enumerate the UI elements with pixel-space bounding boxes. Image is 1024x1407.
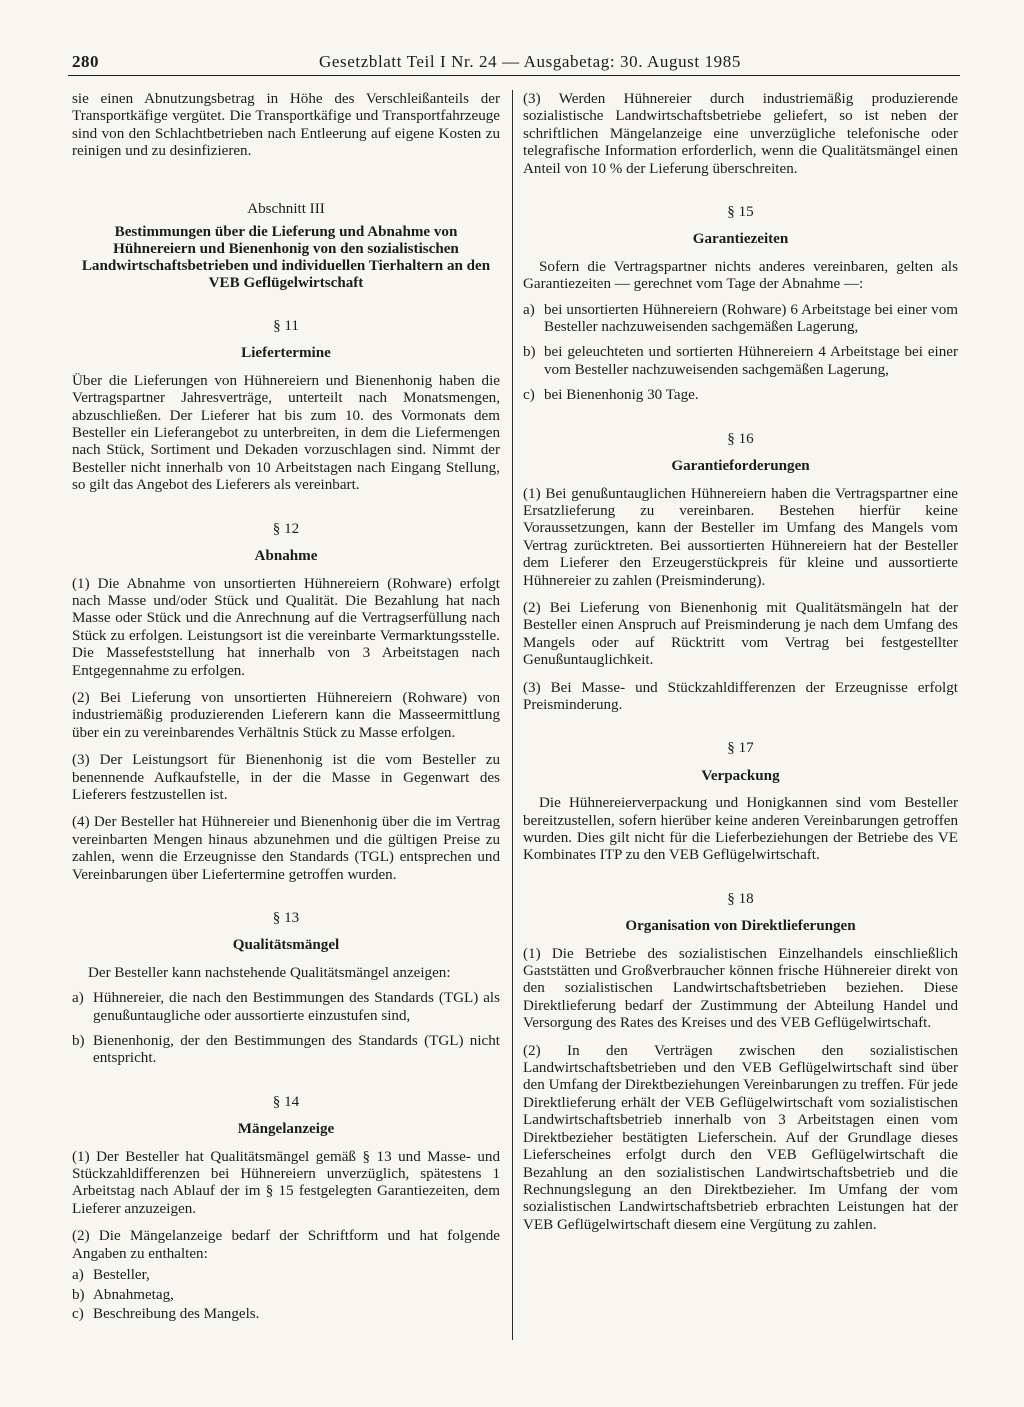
paragraph-13-intro: Der Besteller kann nachstehende Qualitätsmängel anzeigen: — [88, 964, 451, 981]
paragraph-11-text: Über die Lieferungen von Hühnereiern und Bienenhonig haben die Vertragspartner Jahresverträge, unterteilt nach Monatsmengen, abzuschließen. Der Lieferer hat bis zum 10. des Vormonats dem Besteller ein Lieferangebot zu unterbreiten, in dem die Liefermengen nach Stück, Sortiment und Dekaden vorzuschlagen sind. Nimmt der Besteller nicht innerhalb von 10 Arbeitstagen nach Eingang Stellung, so gilt das Angebot des Lieferers als vereinbart. — [72, 372, 500, 494]
list-marker: c) — [72, 1305, 84, 1322]
paragraph-17-text: Die Hühnereierverpackung und Honigkannen sind vom Besteller bereitzustellen, sofern hierüber keine anderen Vereinbarungen getroffen wurden. Dies gilt nicht für die Lieferbeziehungen der Betriebe des VE Kombinates ITP zu den VEB Geflügelwirtschaft. — [523, 795, 958, 864]
paragraph-sign-18: § 18 — [727, 890, 754, 907]
right-column — [523, 91, 958, 1234]
list-text: Beschreibung des Mangels. — [93, 1305, 260, 1322]
paragraph-18-sub-1: (1) Die Betriebe des sozialistischen Einzelhandels einschließlich Gaststätten und Großverbraucher können frische Hühnereier direkt von den sozialistischen Landwirtschaftsbetrieben beziehen. Diese Direktlieferung bedarf der Zustimmung der Abteilung Handel und Versorgung des Rates des Kreises und des VEB Geflügelwirtschaft. — [523, 945, 958, 1032]
paragraph-sign-11: § 11 — [273, 318, 299, 335]
paragraph-16-sub-2: (2) Bei Lieferung von Bienenhonig mit Qualitätsmängeln hat der Besteller einen Anspruch auf Preisminderung je nach dem Umfang des Mangels oder auf Rücktritt vom Vertrag bei festgestellter Genußuntauglichkeit. — [523, 599, 958, 669]
paragraph-sign-17: § 17 — [727, 740, 754, 757]
list-text: Besteller, — [93, 1267, 150, 1284]
list-marker: a) — [523, 301, 535, 318]
list-text: bei unsortierten Hühnereiern (Rohware) 6 Arbeitstage bei einer vom Besteller nachzuweisenden sachgemäßen Lagerung, — [544, 301, 958, 336]
list-marker: b) — [523, 344, 536, 361]
paragraph-sign-15: § 15 — [727, 204, 754, 221]
list-item — [523, 387, 958, 404]
paragraph-sign-12: § 12 — [272, 520, 300, 537]
list-item — [523, 302, 958, 337]
list-text: bei geleuchteten und sortierten Hühnereiern 4 Arbeitstage bei einer vom Besteller nachzuweisenden sachgemäßen Lagerung, — [544, 344, 958, 378]
paragraph-title-14: Mängelanzeige — [237, 1121, 335, 1138]
header-rule — [68, 75, 960, 76]
paragraph-sign-14: § 14 — [272, 1093, 300, 1110]
paragraph-sign-13: § 13 — [272, 910, 300, 926]
paragraph-12-sub-2: (2) Bei Lieferung von unsortierten Hühnereiern (Rohware) von industriemäßig produzierenden Lieferern kann die Masseermittlung über ein zu vereinbarendes Verhältnis Stück zu Masse erfolgen. — [72, 689, 500, 741]
list-text: bei Bienenhonig 30 Tage. — [544, 387, 699, 404]
section-label: Abschnitt III — [247, 200, 325, 217]
list-item — [72, 1287, 500, 1304]
paragraph-14-sub-3: (3) Werden Hühnereier durch industriemäßig produzierende sozialistische Landwirtschaftsbetriebe geliefert, so ist neben der schriftlichen Mängelanzeige eine unverzügliche telefonische oder telegrafische Information erforderlich, wenn die Qualitätsmängel einen Anteil von 10 % der Lieferung überschreiten. — [523, 91, 958, 177]
section-title: Bestimmungen über die Lieferung und Abnahme von Hühnereiern und Bienenhonig von den sozialistischen Landwirtschaftsbetrieben und individuellen Tierhaltern an den VEB Geflügelwirtschaft — [81, 224, 491, 292]
paragraph-title-13: Qualitätsmängel — [232, 937, 340, 954]
list-item — [72, 1267, 500, 1284]
paragraph-title-12: Abnahme — [254, 548, 318, 565]
paragraph-14-sub-2: (2) Die Mängelanzeige bedarf der Schriftform und hat folgende Angaben zu enthalten: — [72, 1228, 500, 1262]
paragraph-title-11: Liefertermine — [241, 345, 331, 362]
list-text: Abnahmetag, — [93, 1286, 174, 1303]
running-head: Gesetzblatt Teil I Nr. 24 — Ausgabetag: 30. August 1985 — [319, 52, 741, 71]
paragraph-title-18: Organisation von Direktlieferungen — [625, 918, 856, 935]
paragraph-sign-16: § 16 — [727, 430, 754, 447]
paragraph-16-sub-3: (3) Bei Masse- und Stückzahldifferenzen der Erzeugnisse erfolgt Preisminderung. — [523, 679, 958, 713]
list-marker: b) — [72, 1033, 85, 1050]
paragraph-12-sub-3: (3) Der Leistungsort für Bienenhonig ist die vom Besteller zu benennende Aufkaufstelle, in der die Masse in Gegenwart des Lieferers festzustellen ist. — [72, 752, 500, 803]
paragraph-12-sub-1: (1) Die Abnahme von unsortierten Hühnereiern (Rohware) erfolgt nach Masse und/oder Stück und Qualität. Die Bezahlung hat nach Masse oder Stück und die Anrechnung auf die Vertragserfüllung nach Stück zu erfolgen. Leistungsort ist die vereinbarte Vermarktungsstelle. Die Massefeststellung hat innerhalb von 3 Arbeitstagen nach Entgegennahme zu erfolgen. — [72, 575, 500, 679]
list-item — [72, 1306, 500, 1323]
list-marker: b) — [72, 1286, 85, 1303]
paragraph-14-sub-1: (1) Der Besteller hat Qualitätsmängel gemäß § 13 und Masse- und Stückzahldifferenzen bei Hühnereiern unverzüglich, spätestens 1 Arbeitstag nach Ablauf der im § 15 festgelegten Garantiezeiten, dem Lieferer anzuzeigen. — [72, 1148, 500, 1217]
column-divider — [512, 90, 513, 1340]
page-number: 280 — [72, 52, 99, 71]
list-item — [523, 344, 958, 379]
paragraph-title-16: Garantieforderungen — [671, 458, 810, 475]
paragraph-title-15: Garantiezeiten — [692, 231, 789, 248]
list-item — [72, 1033, 500, 1068]
list-marker: a) — [72, 1267, 84, 1284]
paragraph-18-sub-2: (2) In den Verträgen zwischen den sozialistischen Landwirtschaftsbetrieben und den VEB Geflügelwirtschaft sind über den Umfang der Direktbeziehungen Vereinbarungen zu treffen. Für jede Direktlieferung erhält der VEB Geflügelwirtschaft vom sozialistischen Landwirtschaftsbetrieb innerhalb von 3 Arbeitstagen einen vom Direktbezieher bestätigten Lieferschein. Auf der Grundlage dieses Lieferscheines erfolgt durch den VEB Geflügelwirtschaft die Bezahlung an den sozialistischen Landwirtschaftsbetrieb und die Rechnungslegung an den Direktbezieher. Im Umfang der vom sozialistischen Landwirtschaftsbetrieb erbrachten Leistungen hat der VEB Geflügelwirtschaft diesem eine Vergütung zu zahlen. — [523, 1042, 958, 1233]
paragraph-16-sub-1: (1) Bei genußuntauglichen Hühnereiern haben die Vertragspartner eine Ersatzlieferung zu vereinbaren. Bestehen hierfür keine Voraussetzungen, kann der Besteller im Umfang des Mangels vom Vertrag zurücktreten. Bei aussortierten Hühnereiern hat der Besteller dem Lieferer den Erzeugerstückpreis für kleine und aussortierte Hühnereier zu zahlen (Preisminderung). — [523, 485, 958, 589]
list-text: Hühnereier, die nach den Bestimmungen des Standards (TGL) als genußuntaugliche oder aussortierte einzustufen sind, — [93, 990, 500, 1024]
list-marker: a) — [72, 990, 84, 1007]
left-column — [72, 91, 500, 1323]
list-text: Bienenhonig, der den Bestimmungen des Standards (TGL) nicht entspricht. — [93, 1033, 500, 1067]
list-item — [72, 990, 500, 1025]
continuation-paragraph: sie einen Abnutzungsbetrag in Höhe des Verschleißanteils der Transportkäfige vergütet. Die Transportkäfige und Transportfahrzeuge sind von den Schlachtbetrieben nach Entleerung auf eigene Kosten zu reinigen und zu desinfizieren. — [72, 91, 500, 160]
paragraph-title-17: Verpackung — [701, 767, 780, 784]
paragraph-12-sub-4: (4) Der Besteller hat Hühnereier und Bienenhonig über die im Vertrag vereinbarten Mengen hinaus abzunehmen und die gültigen Preise zu zahlen, wenn die Erzeugnisse den Standards (TGL) entsprechen und Vereinbarungen über Liefertermine getroffen wurden. — [72, 814, 500, 883]
paragraph-15-intro: Sofern die Vertragspartner nichts anderes vereinbaren, gelten als Garantiezeiten — gerechnet vom Tage der Abnahme —: — [523, 258, 958, 293]
list-marker: c) — [523, 387, 535, 404]
